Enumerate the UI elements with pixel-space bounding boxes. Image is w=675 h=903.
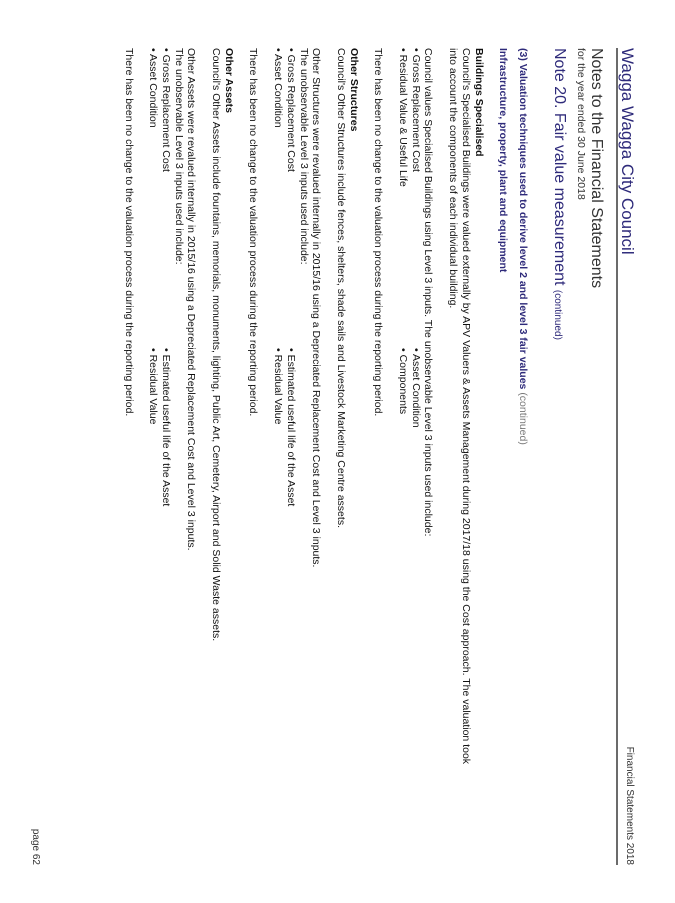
list-item xyxy=(409,48,422,848)
buildings-heading: Buildings Specialised xyxy=(472,48,485,157)
other-assets-no-change: There has been no change to the valuation process during the reporting period. xyxy=(122,48,135,417)
other-structures-revalued: Other Structures were revalued internally in 2015/16 using a Depreciated Replacement Cost and Level 3 inputs. xyxy=(310,48,323,568)
other-structures-input-right-0: • Estimated useful life of the Asset xyxy=(284,348,297,506)
running-head: Financial Statements 2018 xyxy=(624,746,635,865)
other-assets-inputs xyxy=(147,48,198,848)
other-assets-input-left-1: • Asset Condition xyxy=(147,48,160,348)
list-item xyxy=(147,48,160,848)
buildings-input-right-0: • Asset Condition xyxy=(409,348,422,428)
list-item xyxy=(396,48,409,848)
other-structures-no-change: There has been no change to the valuation process during the reporting period. xyxy=(247,48,260,417)
other-structures-description: Council's Other Structures include fences, shelters, shade sails and Livestock Marketing Centre assets. xyxy=(334,48,347,528)
other-assets-description: Council's Other Assets include fountains, memorials, monuments, lighting, Public Art, Cemetery, Airport and Solid Waste assets. xyxy=(210,48,223,642)
buildings-block xyxy=(446,48,484,848)
other-structures-input-left-0: • Gross Replacement Cost xyxy=(284,48,297,348)
other-structures-input-right-1: • Residual Value xyxy=(271,348,284,424)
section-title: (3) Valuation techniques used to derive level 2 and level 3 fair values xyxy=(517,48,529,390)
section-continued: (continued) xyxy=(517,392,529,445)
note-title-text: Note 20. Fair value measurement xyxy=(551,48,568,286)
other-structures-block xyxy=(334,48,359,848)
buildings-input-left-1: • Residual Value & Useful Life xyxy=(396,48,409,348)
buildings-inputs xyxy=(396,48,434,848)
header-rule xyxy=(617,48,619,865)
section-subtitle: Infrastructure, property, plant and equipment xyxy=(497,48,510,273)
reporting-period: for the year ended 30 June 2018 xyxy=(575,48,587,200)
buildings-input-left-0: • Gross Replacement Cost xyxy=(409,48,422,348)
buildings-no-change: There has been no change to the valuation process during the reporting period. xyxy=(372,48,385,417)
buildings-text-line1: Council's Specialised Buildings were valued externally by APV Valuers & Assets Management during 2017/18 using the Cost approach. The valuation took xyxy=(459,48,472,765)
notes-title: Notes to the Financial Statements xyxy=(588,48,605,289)
list-item xyxy=(271,48,284,848)
list-item xyxy=(159,48,172,848)
other-structures-input-left-1: • Asset Condition xyxy=(271,48,284,348)
note-continued: (continued) xyxy=(552,289,563,340)
note-title xyxy=(550,48,568,340)
buildings-inputs-intro: Council values Specialised Buildings using Level 3 inputs. The unobservable Level 3 inputs used include: xyxy=(422,48,435,537)
other-structures-heading: Other Structures xyxy=(347,48,360,132)
other-assets-revalued: Other Assets were revalued internally in 2015/16 using a Depreciated Replacement Cost and Level 3 inputs. xyxy=(185,48,198,551)
list-item xyxy=(284,48,297,848)
council-name: Wagga Wagga City Council xyxy=(618,48,637,255)
other-assets-input-right-0: • Estimated useful life of the Asset xyxy=(159,348,172,506)
note-body xyxy=(122,48,529,848)
page-number: page 62 xyxy=(30,828,41,865)
other-assets-input-left-0: • Gross Replacement Cost xyxy=(159,48,172,348)
buildings-text-line2: into account the components of each individual building. xyxy=(447,48,460,309)
buildings-input-right-1: • Components xyxy=(396,348,409,414)
other-assets-block xyxy=(209,48,234,848)
other-assets-inputs-intro: The unobservable Level 3 inputs used include: xyxy=(172,48,185,265)
other-structures-inputs xyxy=(271,48,322,848)
section-heading xyxy=(516,48,529,848)
other-assets-heading: Other Assets xyxy=(222,48,235,113)
other-assets-input-right-1: • Residual Value xyxy=(147,348,160,424)
other-structures-inputs-intro: The unobservable Level 3 inputs used include: xyxy=(297,48,310,265)
